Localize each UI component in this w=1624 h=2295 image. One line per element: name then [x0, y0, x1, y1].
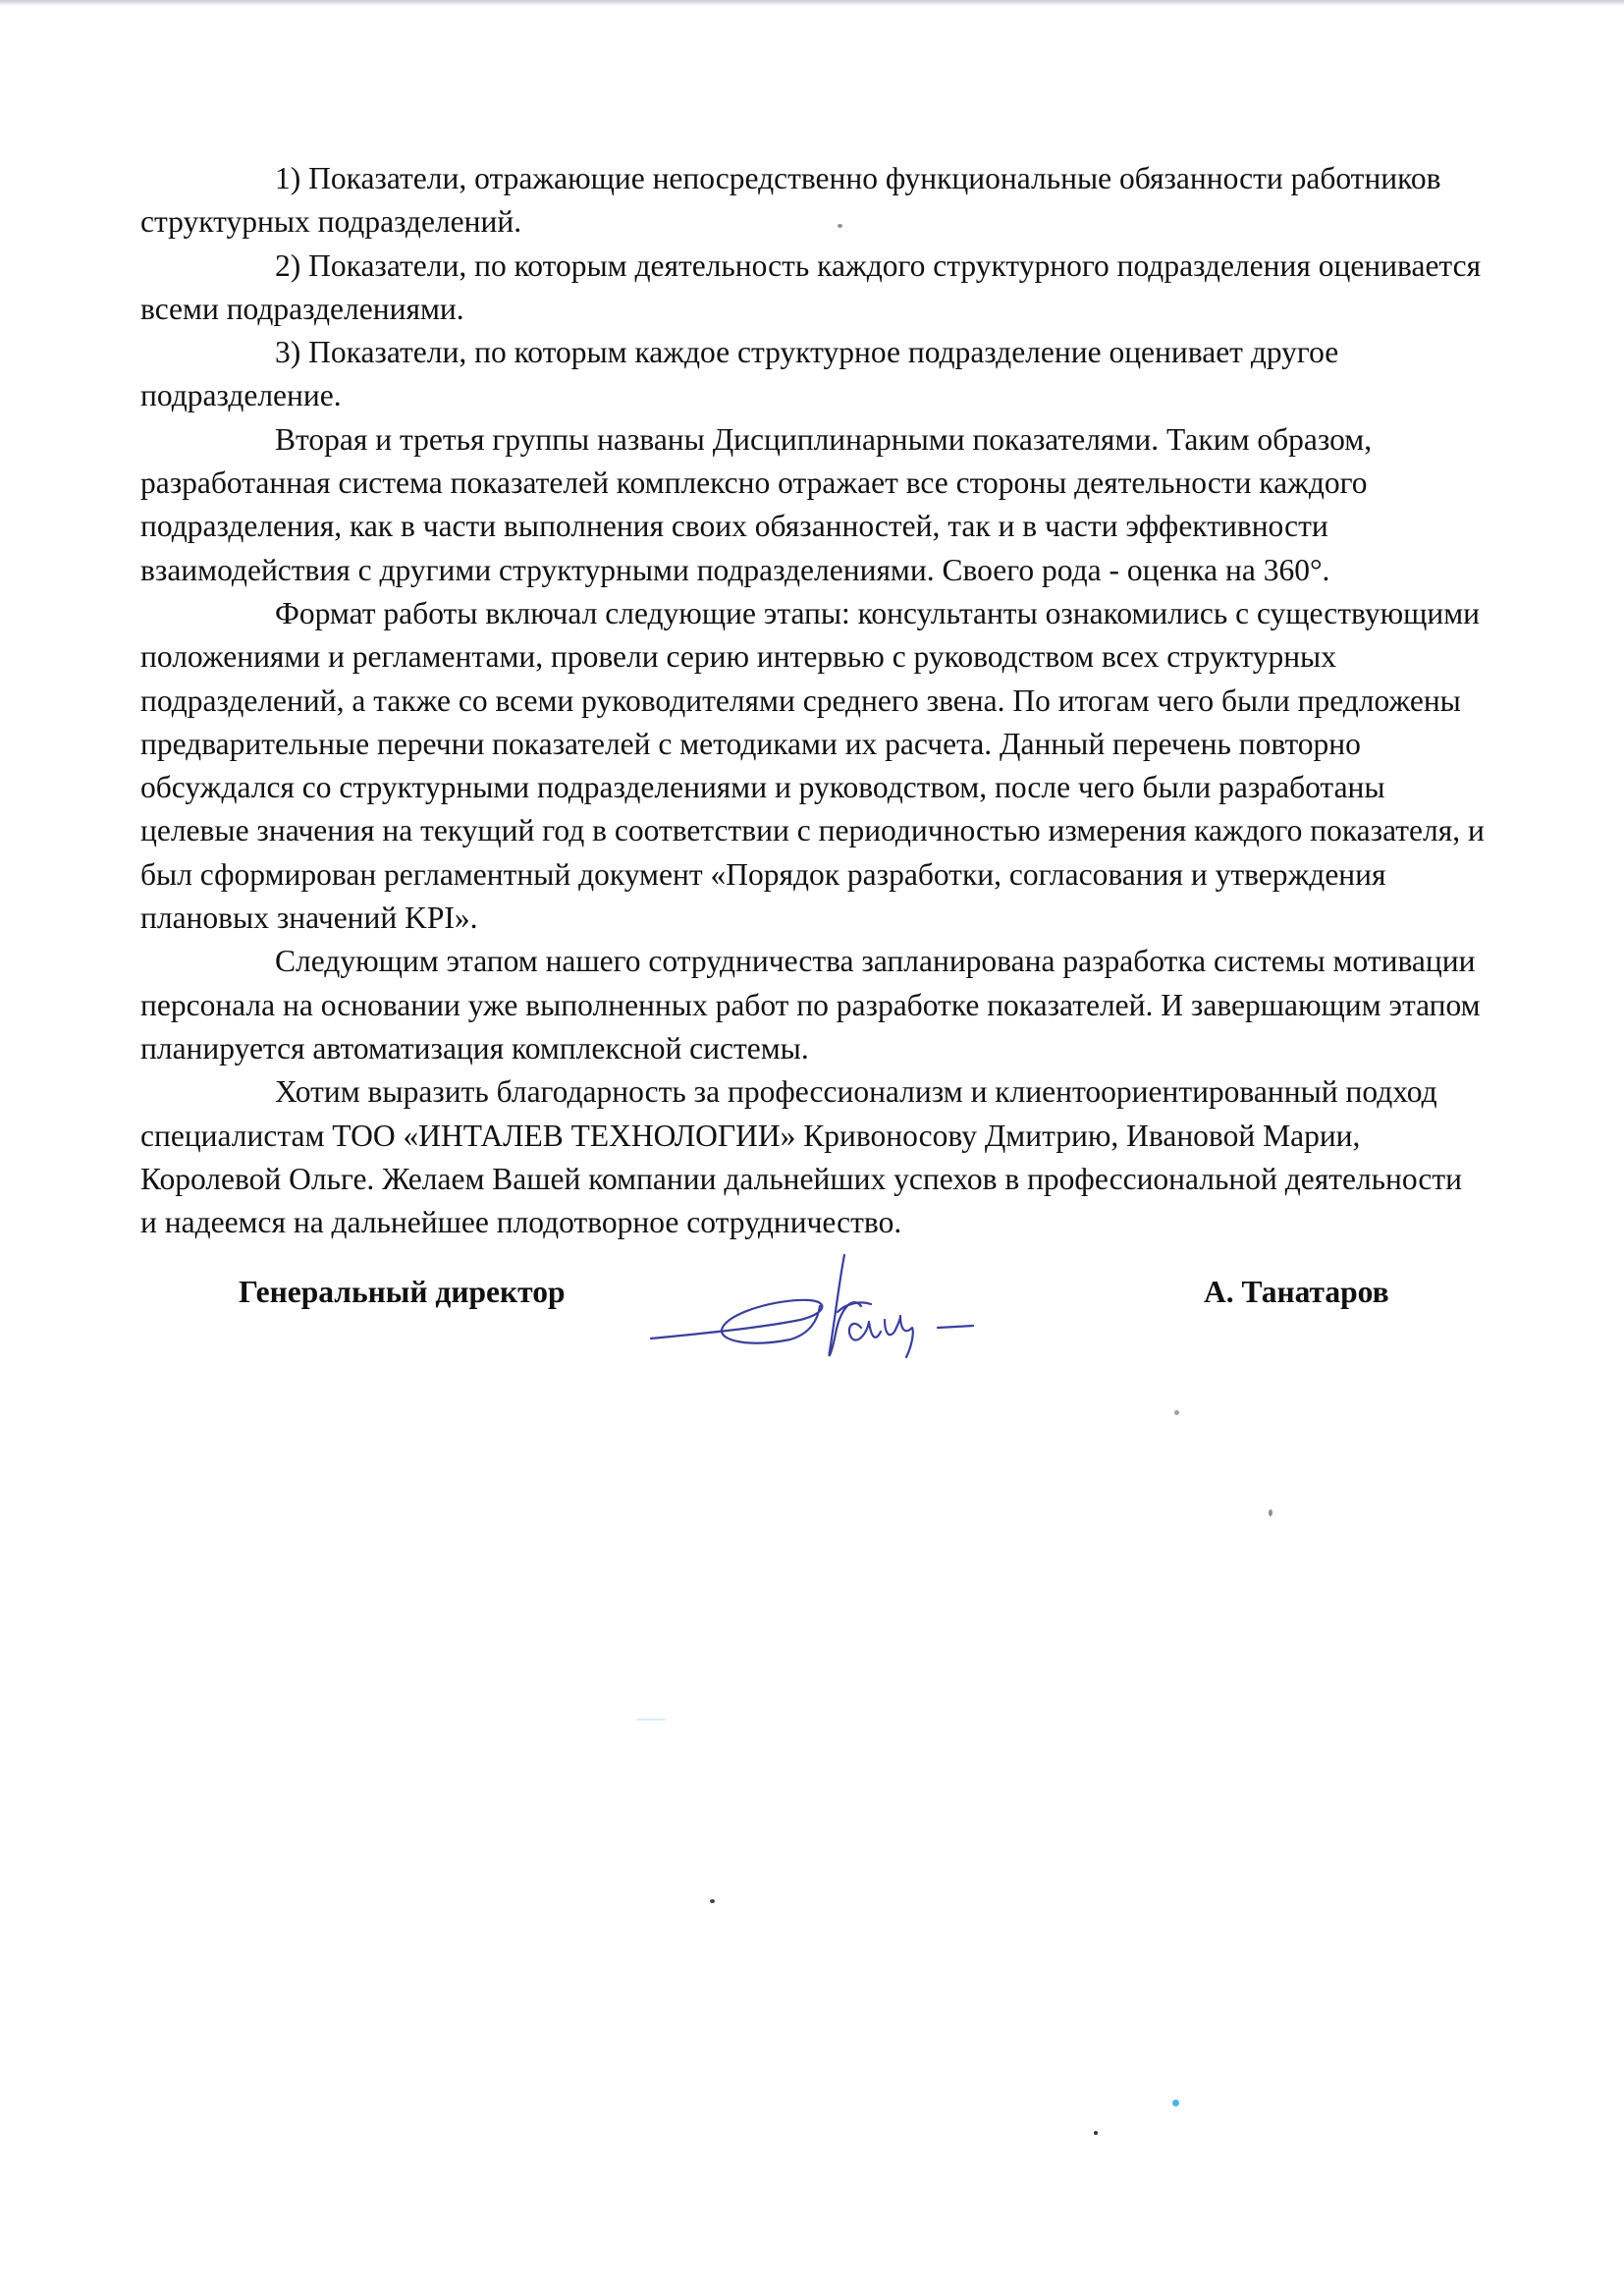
scan-speck — [1174, 1410, 1179, 1415]
paragraph-gratitude: Хотим выразить благодарность за профессионализм и клиентоориентированный подход специалистам ТОО «ИНТАЛЕВ ТЕХНОЛОГИИ» Кривоносову Дмитрию, Ивановой Марии, Королевой Ольге. Желаем Вашей компании дальнейших успехов в профессиональной деятельности и надеемся на дальнейшее плодотворное сотрудничество. — [140, 1074, 1463, 1240]
scan-speck — [1094, 2131, 1098, 2135]
paragraph-disciplinary: Вторая и третья группы названы Дисциплинарными показателями. Таким образом, разработанная система показателей комплексно отражает все стороны деятельности каждого подразделения, как в части выполнения своих обязанностей, так и в части эффективности взаимодействия с другими структурными подразделениями. Своего рода - оценка на 360°. — [140, 421, 1373, 587]
letter-body — [140, 157, 1486, 1244]
paragraph-indicators-1: 1) Показатели, отражающие непосредственно функциональные обязанности работников структурных подразделений. — [140, 161, 1441, 240]
scan-speck — [710, 1899, 715, 1903]
signatory-name: А. Танатаров — [1204, 1275, 1389, 1309]
scan-speck — [1269, 1509, 1272, 1516]
paragraph-work-format: Формат работы включал следующие этапы: консультанты ознакомились с существующими положениями и регламентами, провели серию интервью с руководством всех структурных подразделений, а также со всеми руководителями среднего звена. По итогам чего были предложены предварительные перечни показателей с методиками их расчета. Данный перечень повторно обсуждался со структурными подразделениями и руководством, после чего были разработаны целевые значения на текущий год в соответствии с периодичностью измерения каждого показателя, и был сформирован регламентный документ «Порядок разработки, согласования и утверждения плановых значений KPI». — [140, 595, 1485, 936]
handwritten-signature — [643, 1226, 997, 1373]
scan-speck — [838, 224, 842, 228]
scan-speck — [636, 1719, 666, 1721]
paragraph-indicators-2: 2) Показатели, по которым деятельность каждого структурного подразделения оценивается всеми подразделениями. — [140, 247, 1482, 326]
paragraph-next-stage: Следующим этапом нашего сотрудничества запланирована разработка системы мотивации персонала на основании уже выполненных работ по разработке показателей. И завершающим этапом планируется автоматизация комплексной системы. — [140, 944, 1481, 1066]
signatory-title: Генеральный директор — [239, 1275, 566, 1309]
scan-speck — [1172, 2100, 1179, 2106]
paragraph-indicators-3: 3) Показатели, по которым каждое структурное подразделение оценивает другое подразделение. — [140, 335, 1339, 413]
scan-top-edge — [0, 0, 1624, 6]
